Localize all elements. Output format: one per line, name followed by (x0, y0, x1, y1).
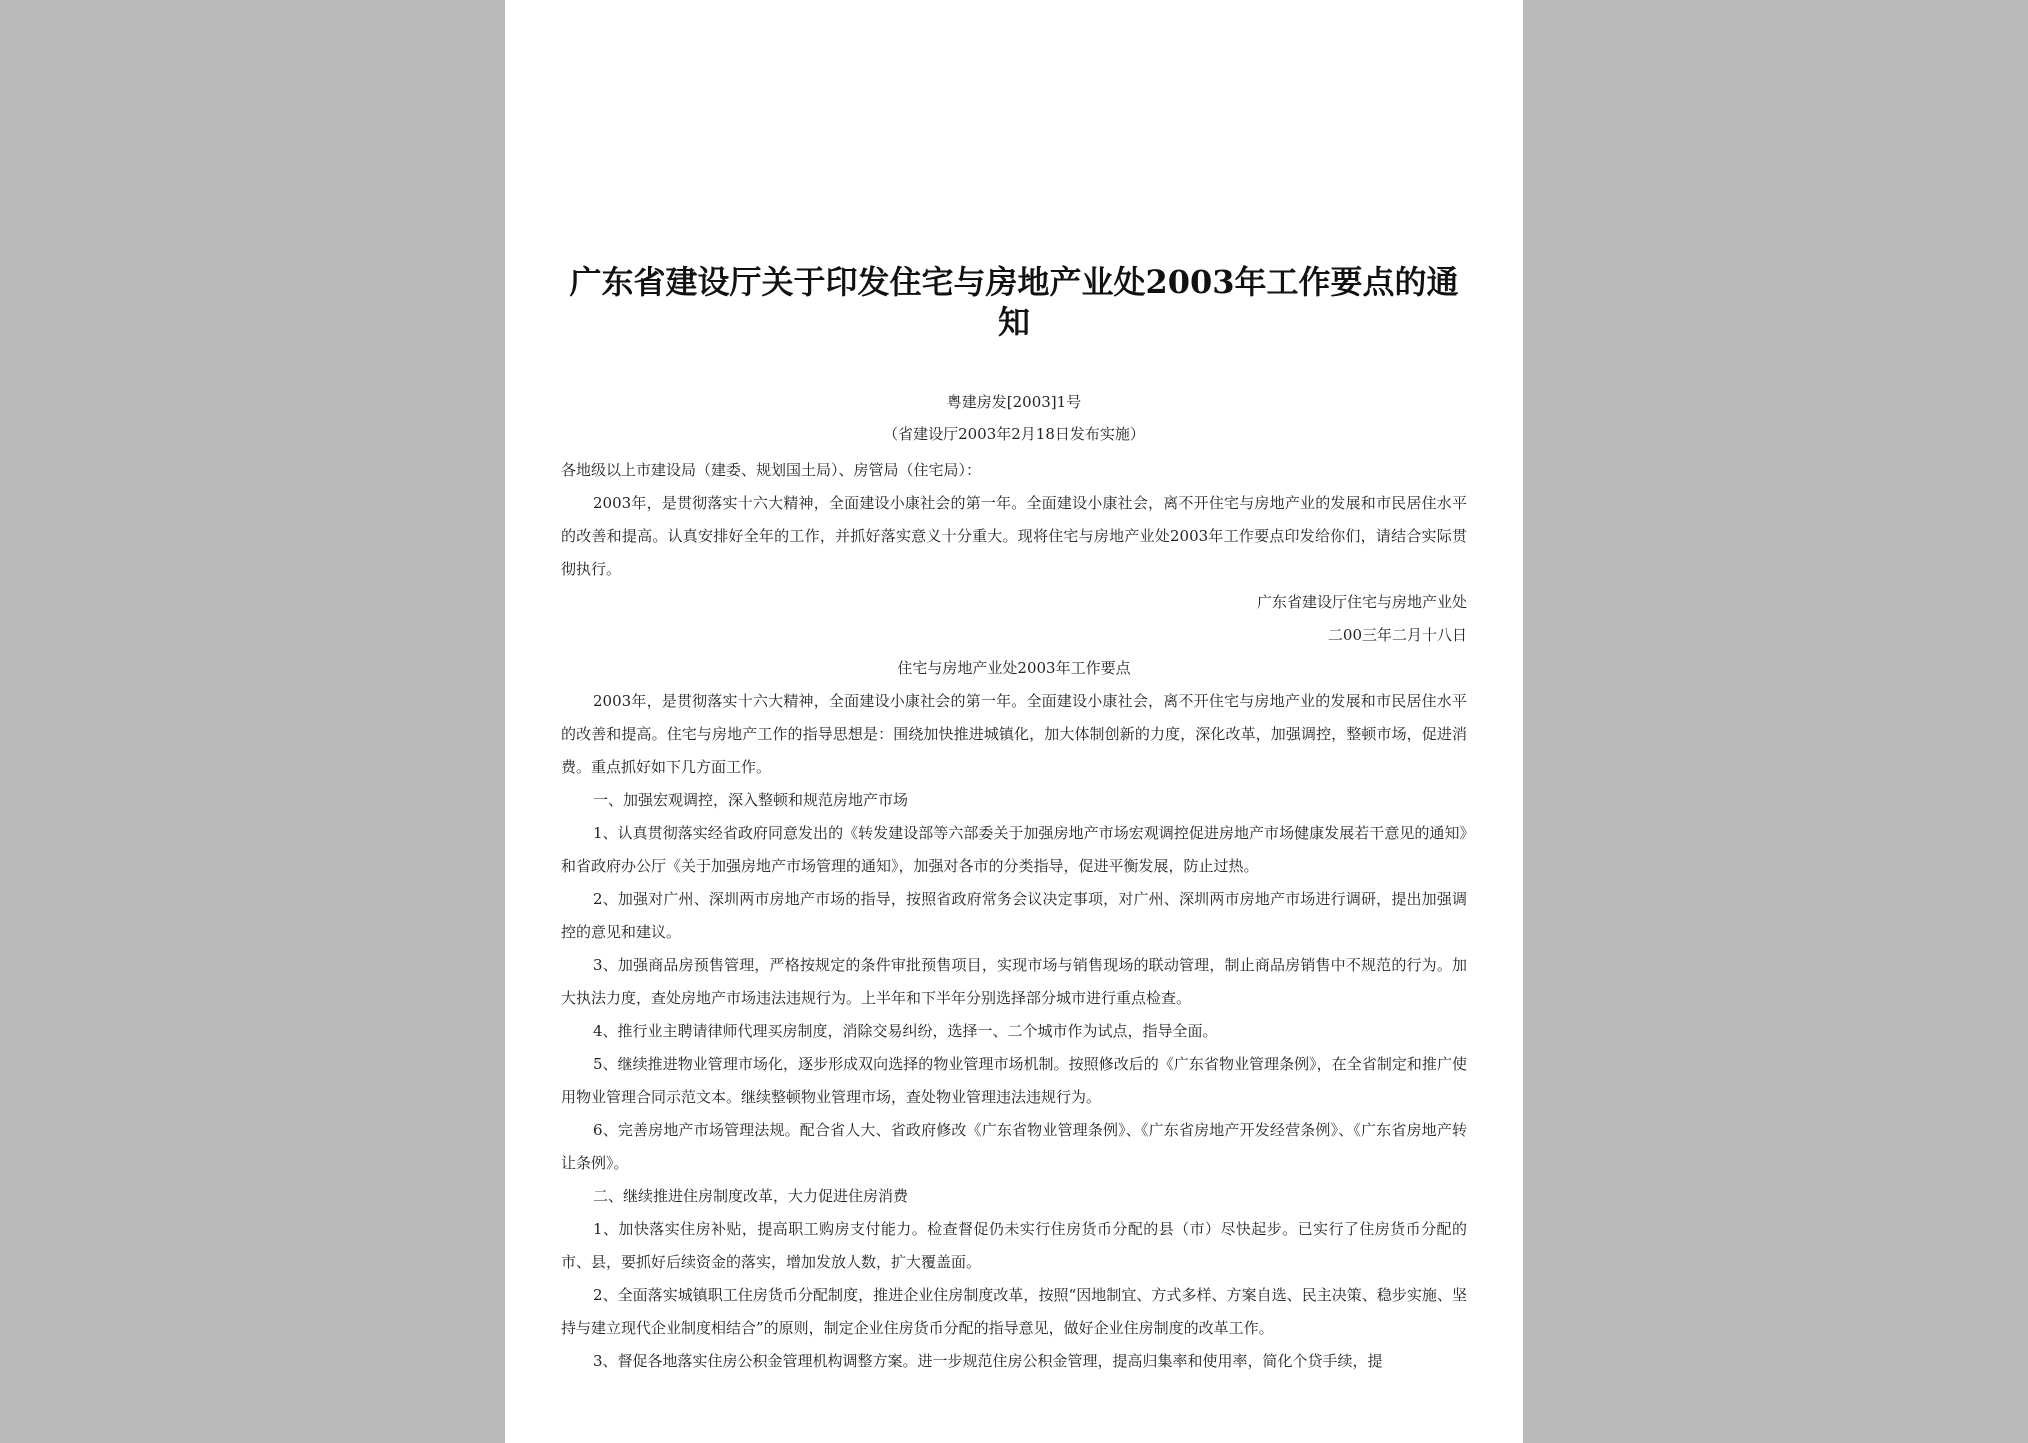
item-1-5: 5、继续推进物业管理市场化，逐步形成双向选择的物业管理市场机制。按照修改后的《广东省物业管理条例》，在全省制定和推广使用物业管理合同示范文本。继续整顿物业管理市场，查处物业管理违法违规行为。 (561, 1055, 1467, 1106)
document-number: 粤建房发[2003]1号 (946, 393, 1082, 411)
item-1-6: 6、完善房地产市场管理法规。配合省人大、省政府修改《广东省物业管理条例》、《广东省房地产开发经营条例》、《广东省房地产转让条例》。 (561, 1121, 1467, 1172)
issued-note: （省建设厅2003年2月18日发布实施） (883, 425, 1145, 443)
item-1-1: 1、认真贯彻落实经省政府同意发出的《转发建设部等六部委关于加强房地产市场宏观调控促进房地产市场健康发展若干意见的通知》和省政府办公厅《关于加强房地产市场管理的通知》，加强对各市的分类指导，促进平衡发展，防止过热。 (561, 824, 1467, 875)
item-2-2: 2、全面落实城镇职工住房货币分配制度，推进企业住房制度改革，按照“因地制宜、方式多样、方案自选、民主决策、稳步实施、坚持与建立现代企业制度相结合”的原则，制定企业住房货币分配的指导意见，做好企业住房制度的改革工作。 (561, 1286, 1467, 1337)
intro-paragraph: 2003年，是贯彻落实十六大精神，全面建设小康社会的第一年。全面建设小康社会，离不开住宅与房地产业的发展和市民居住水平的改善和提高。住宅与房地产工作的指导思想是：围绕加快推进城镇化，加大体制创新的力度，深化改革，加强调控，整顿市场，促进消费。重点抓好如下几方面工作。 (561, 692, 1467, 776)
notice-paragraph: 2003年，是贯彻落实十六大精神，全面建设小康社会的第一年。全面建设小康社会，离不开住宅与房地产业的发展和市民居住水平的改善和提高。认真安排好全年的工作，并抓好落实意义十分重大。现将住宅与房地产业处2003年工作要点印发给你们，请结合实际贯彻执行。 (561, 494, 1467, 578)
salutation: 各地级以上市建设局（建委、规划国土局）、房管局（住宅局）： (561, 461, 982, 479)
item-2-1: 1、加快落实住房补贴，提高职工购房支付能力。检查督促仍未实行住房货币分配的县（市）尽快起步。已实行了住房货币分配的市、县，要抓好后续资金的落实，增加发放人数，扩大覆盖面。 (561, 1220, 1467, 1271)
document-page (505, 0, 1523, 1443)
document-title: 广东省建设厅关于印发住宅与房地产业处2003年工作要点的通知 (569, 263, 1459, 341)
item-2-3: 3、督促各地落实住房公积金管理机构调整方案。进一步规范住房公积金管理，提高归集率和使用率，简化个贷手续，提 (593, 1352, 1383, 1370)
document-content (561, 0, 1467, 1378)
document-body (561, 454, 1467, 1378)
item-1-3: 3、加强商品房预售管理，严格按规定的条件审批预售项目，实现市场与销售现场的联动管理，制止商品房销售中不规范的行为。加大执法力度，查处房地产市场违法违规行为。上半年和下半年分别选择部分城市进行重点检查。 (561, 956, 1467, 1007)
heading-section-1: 一、加强宏观调控，深入整顿和规范房地产市场 (593, 791, 909, 809)
signature-date: 二00三年二月十八日 (1327, 626, 1467, 644)
item-1-4: 4、推行业主聘请律师代理买房制度，消除交易纠纷，选择一、二个城市作为试点，指导全面。 (593, 1022, 1218, 1040)
section-title: 住宅与房地产业处2003年工作要点 (897, 659, 1131, 677)
signature: 广东省建设厅住宅与房地产业处 (1256, 593, 1467, 611)
item-1-2: 2、加强对广州、深圳两市房地产市场的指导，按照省政府常务会议决定事项，对广州、深圳两市房地产市场进行调研，提出加强调控的意见和建议。 (561, 890, 1467, 941)
heading-section-2: 二、继续推进住房制度改革，大力促进住房消费 (593, 1187, 909, 1205)
